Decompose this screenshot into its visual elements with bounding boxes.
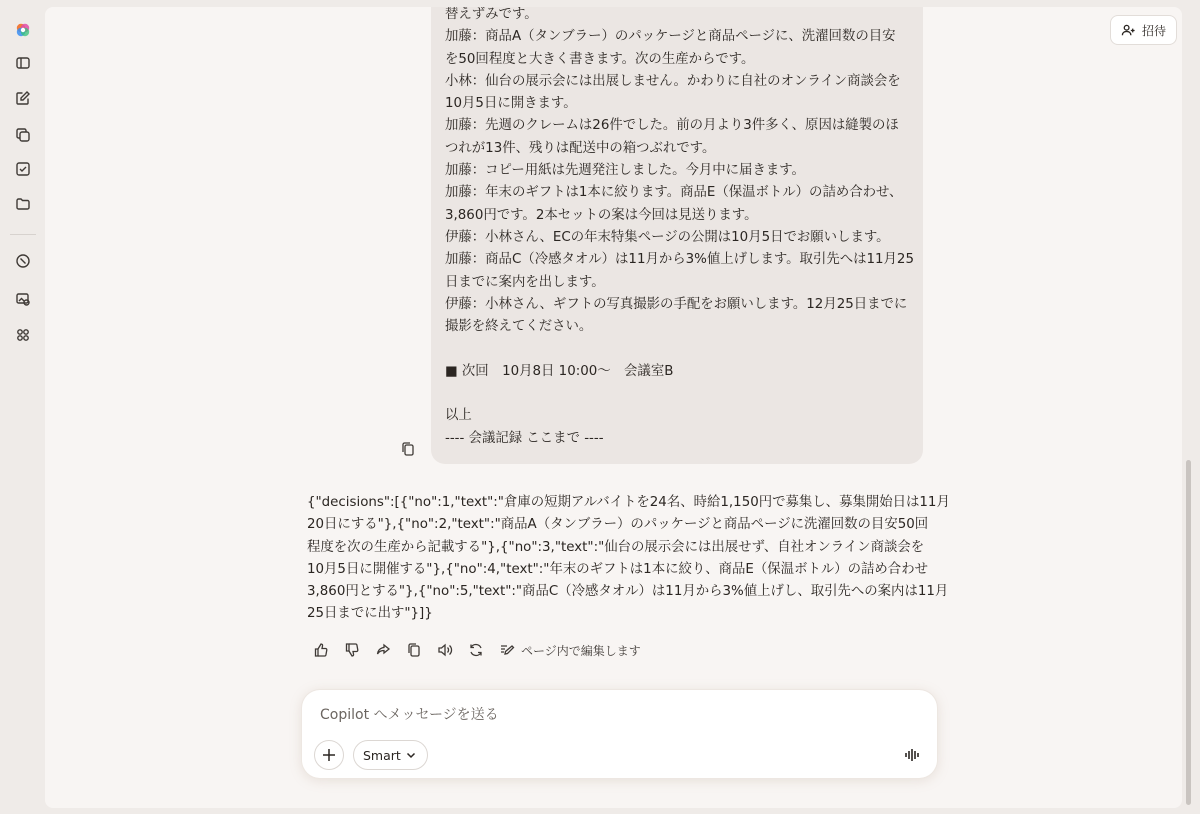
user-message-line: 加藤：年末のギフトは1本に絞ります。商品E（保温ボトル）の詰め合わせ、 bbox=[445, 185, 903, 201]
user-message-line: ---- 会議記録 ここまで ---- bbox=[445, 430, 604, 446]
new-chat-icon[interactable] bbox=[11, 86, 35, 110]
user-message-line: 以上 bbox=[445, 408, 472, 424]
user-message-line: 日までに案内を出します。 bbox=[445, 274, 605, 290]
copy-icon[interactable] bbox=[400, 441, 416, 457]
user-message-line: ■ 次回 10月8日 10:00〜 会議室B bbox=[445, 363, 674, 379]
user-message-line: 伊藤：小林さん、ECの年末特集ページの公開は10月5日でお願いします。 bbox=[445, 229, 890, 245]
assistant-message-line: {"decisions":[{"no":1,"text":"倉庫の短期アルバイトを24名、時給1,150円で募集し、募集開始日は11月 bbox=[307, 495, 950, 510]
user-message-line: 加藤：商品C（冷感タオル）は11月から3%値上げします。取引先へは11月25 bbox=[445, 252, 914, 268]
rail-divider bbox=[10, 234, 36, 235]
invite-label: 招待 bbox=[1141, 23, 1166, 38]
apps-icon[interactable] bbox=[11, 323, 35, 347]
user-message-line: 3,860円です。2本セットの案は今回は見送ります。 bbox=[445, 207, 758, 223]
scrollbar[interactable] bbox=[1186, 460, 1191, 805]
assistant-message-line: 3,860円とする"},{"no":5,"text":"商品C（冷感タオル）は11月から3%値上げし、取引先への案内は11月 bbox=[307, 584, 949, 600]
assistant-message-line: 20日にする"},{"no":2,"text":"商品A（タンブラー）のパッケージと商品ページに洗濯回数の目安50回 bbox=[307, 517, 929, 533]
user-message-line bbox=[445, 338, 909, 360]
plus-icon bbox=[321, 747, 337, 763]
copilot-logo-icon[interactable] bbox=[11, 18, 35, 42]
sidebar-toggle-icon[interactable] bbox=[11, 51, 35, 75]
message-composer bbox=[302, 690, 937, 778]
user-message-line bbox=[445, 383, 909, 405]
folder-icon[interactable] bbox=[11, 192, 35, 216]
thumbs-up-icon[interactable] bbox=[313, 640, 344, 660]
assistant-message-line: 程度を次の生産から記載する"},{"no":3,"text":"仙台の展示会には出展せず、自社オンライン商談会を bbox=[307, 539, 925, 555]
user-message-line: 小林：仙台の展示会には出展しません。かわりに自社のオンライン商談会を bbox=[445, 73, 901, 89]
user-message-line: 替えずみです。 bbox=[445, 7, 538, 22]
assistant-message-line: 25日までに出す"}]} bbox=[307, 606, 433, 622]
copy-icon[interactable] bbox=[406, 640, 437, 660]
image-gallery-icon[interactable] bbox=[11, 287, 35, 311]
user-message-line: 10月5日に開きます。 bbox=[445, 96, 577, 112]
user-message-bubble bbox=[431, 7, 923, 464]
user-message-line: 撮影を終えてください。 bbox=[445, 319, 593, 335]
message-input[interactable]: Copilot へメッセージを送る bbox=[320, 707, 499, 723]
assistant-message bbox=[307, 492, 950, 626]
left-rail bbox=[0, 0, 45, 814]
mode-label: Smart bbox=[363, 747, 401, 763]
read-aloud-icon[interactable] bbox=[437, 640, 468, 660]
assistant-message-line: 10月5日に開催する"},{"no":4,"text":"年末のギフトは1本に絞り、商品E（保温ボトル）の詰め合わせ bbox=[307, 561, 928, 577]
thumbs-down-icon[interactable] bbox=[344, 640, 375, 660]
tasks-icon[interactable] bbox=[11, 157, 35, 181]
add-attachment-button[interactable] bbox=[314, 740, 344, 770]
user-message-line: 加藤：商品A（タンブラー）のパッケージと商品ページに、洗濯回数の目安 bbox=[445, 29, 896, 45]
chevron-down-icon bbox=[406, 750, 416, 760]
user-message-line: 加藤：コピー用紙は先週発注しました。今月中に届きます。 bbox=[445, 163, 805, 179]
share-icon[interactable] bbox=[375, 640, 406, 660]
chat-panel bbox=[45, 7, 1182, 808]
invite-people-icon bbox=[1121, 23, 1136, 38]
discover-icon[interactable] bbox=[11, 249, 35, 273]
user-message-line: 伊藤：小林さん、ギフトの写真撮影の手配をお願いします。12月25日までに bbox=[445, 296, 908, 312]
mode-selector-button[interactable] bbox=[353, 740, 428, 770]
pages-icon[interactable] bbox=[11, 123, 35, 147]
edit-in-page-label[interactable]: ページ内で編集します bbox=[521, 643, 641, 658]
regenerate-icon[interactable] bbox=[468, 640, 499, 660]
invite-button[interactable] bbox=[1110, 15, 1177, 45]
voice-input-icon[interactable] bbox=[903, 746, 921, 764]
message-actions bbox=[313, 640, 641, 660]
user-message-line: を50回程度と大きく書きます。次の生産からです。 bbox=[445, 51, 755, 67]
user-message-line: 加藤：先週のクレームは26件でした。前の月より3件多く、原因は縫製のほ bbox=[445, 118, 899, 134]
user-message-line: つれが13件、残りは配送中の箱つぶれです。 bbox=[445, 140, 716, 156]
